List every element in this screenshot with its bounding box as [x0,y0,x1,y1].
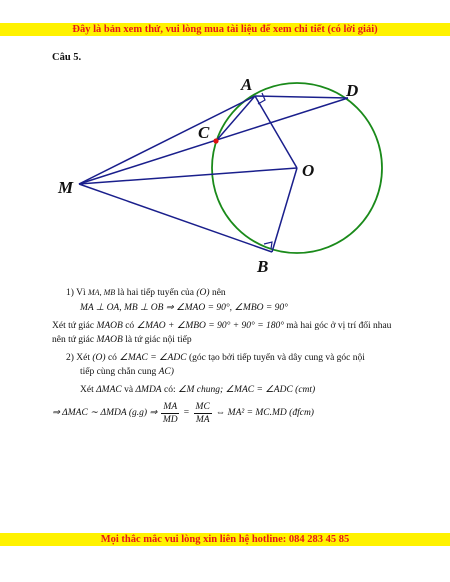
label-m: M [58,178,74,197]
text: là hai tiếp tuyến của [117,288,194,298]
line-mo [79,168,297,184]
text: và [124,385,134,395]
text: Vì [76,288,86,298]
triangle-2: ΔMDA [135,385,162,395]
line-ma [79,96,255,184]
tangent-names: MA, MB [88,288,116,297]
text: có: [163,385,176,395]
text: (góc tạo bởi tiếp tuyến và dây cung và góc nội [188,353,365,363]
part-number: 2) [66,353,74,363]
triangle-1: ΔMAC [96,385,122,395]
text: Xét [76,353,91,363]
text: Xét [80,385,94,395]
fraction-2 [194,401,212,426]
line-bo [272,168,297,252]
label-b: B [257,257,269,276]
solution-line-8 [52,398,314,428]
fraction-2-numerator: MC [195,401,210,412]
text: có [125,321,135,331]
geometry-figure [0,0,450,290]
angle-equality: ∠MAC = ∠ADC [119,353,187,363]
label-c: C [198,123,210,142]
conclusion: ⇔ MA² = MC.MD (đfcm) [215,408,314,418]
circle-name: (O) [92,353,106,363]
part-number: 1) [66,288,74,298]
quad-name: MAOB [96,335,123,345]
circle-name: (O) [196,288,210,298]
text: có [107,353,117,363]
solution-line-5 [66,352,365,364]
fraction-1 [161,401,179,426]
solution-line-4 [52,334,192,346]
line-ao [255,96,297,168]
text: là tứ giác nội tiếp [125,335,192,345]
line-mb [79,184,272,252]
label-o: O [302,161,315,180]
footer-banner: Mọi thắc mắc vui lòng xin liên hệ hotline: 084 283 45 85 [0,533,450,546]
label-d: D [346,81,359,100]
label-a: A [241,75,253,94]
text: nên tứ giác [52,335,95,345]
solution-line-7 [80,384,315,396]
equals-sign: = [183,408,190,418]
common-angle: ∠M chung; [177,385,224,395]
perpendicular-statement: MA ⊥ OA, MB ⊥ OB ⇒ ∠MAO = 90°, ∠MBO = 90° [80,303,288,313]
solution-line-2 [80,302,288,314]
angle-sum: ∠MAO + ∠MBO = 90° + 90° = 180° [136,321,285,331]
fraction-2-denominator: MA [195,414,210,425]
solution-line-6 [80,366,174,378]
solution-line-1 [66,287,226,299]
line-ad [255,96,348,98]
angle-equality: ∠MAC = ∠ADC (cmt) [225,385,316,395]
similarity-statement: ⇒ ΔMAC ∼ ΔMDA (g.g) ⇒ [52,408,158,418]
point-c [213,138,218,143]
solution-line-3 [52,320,391,332]
text: nên [211,288,226,298]
question-label: Câu 5. [52,52,82,63]
arc-name: AC) [158,367,174,377]
fraction-1-denominator: MD [162,414,178,425]
text: Xét tứ giác [52,321,95,331]
fraction-1-numerator: MA [163,401,178,412]
text: mà hai góc ở vị trí đối nhau [286,321,392,331]
header-banner: Đây là bản xem thử, vui lòng mua tài liệu để xem chi tiết (có lời giải) [0,23,450,36]
text: tiếp cùng chắn cung [80,367,157,377]
quad-name: MAOB [96,321,123,331]
